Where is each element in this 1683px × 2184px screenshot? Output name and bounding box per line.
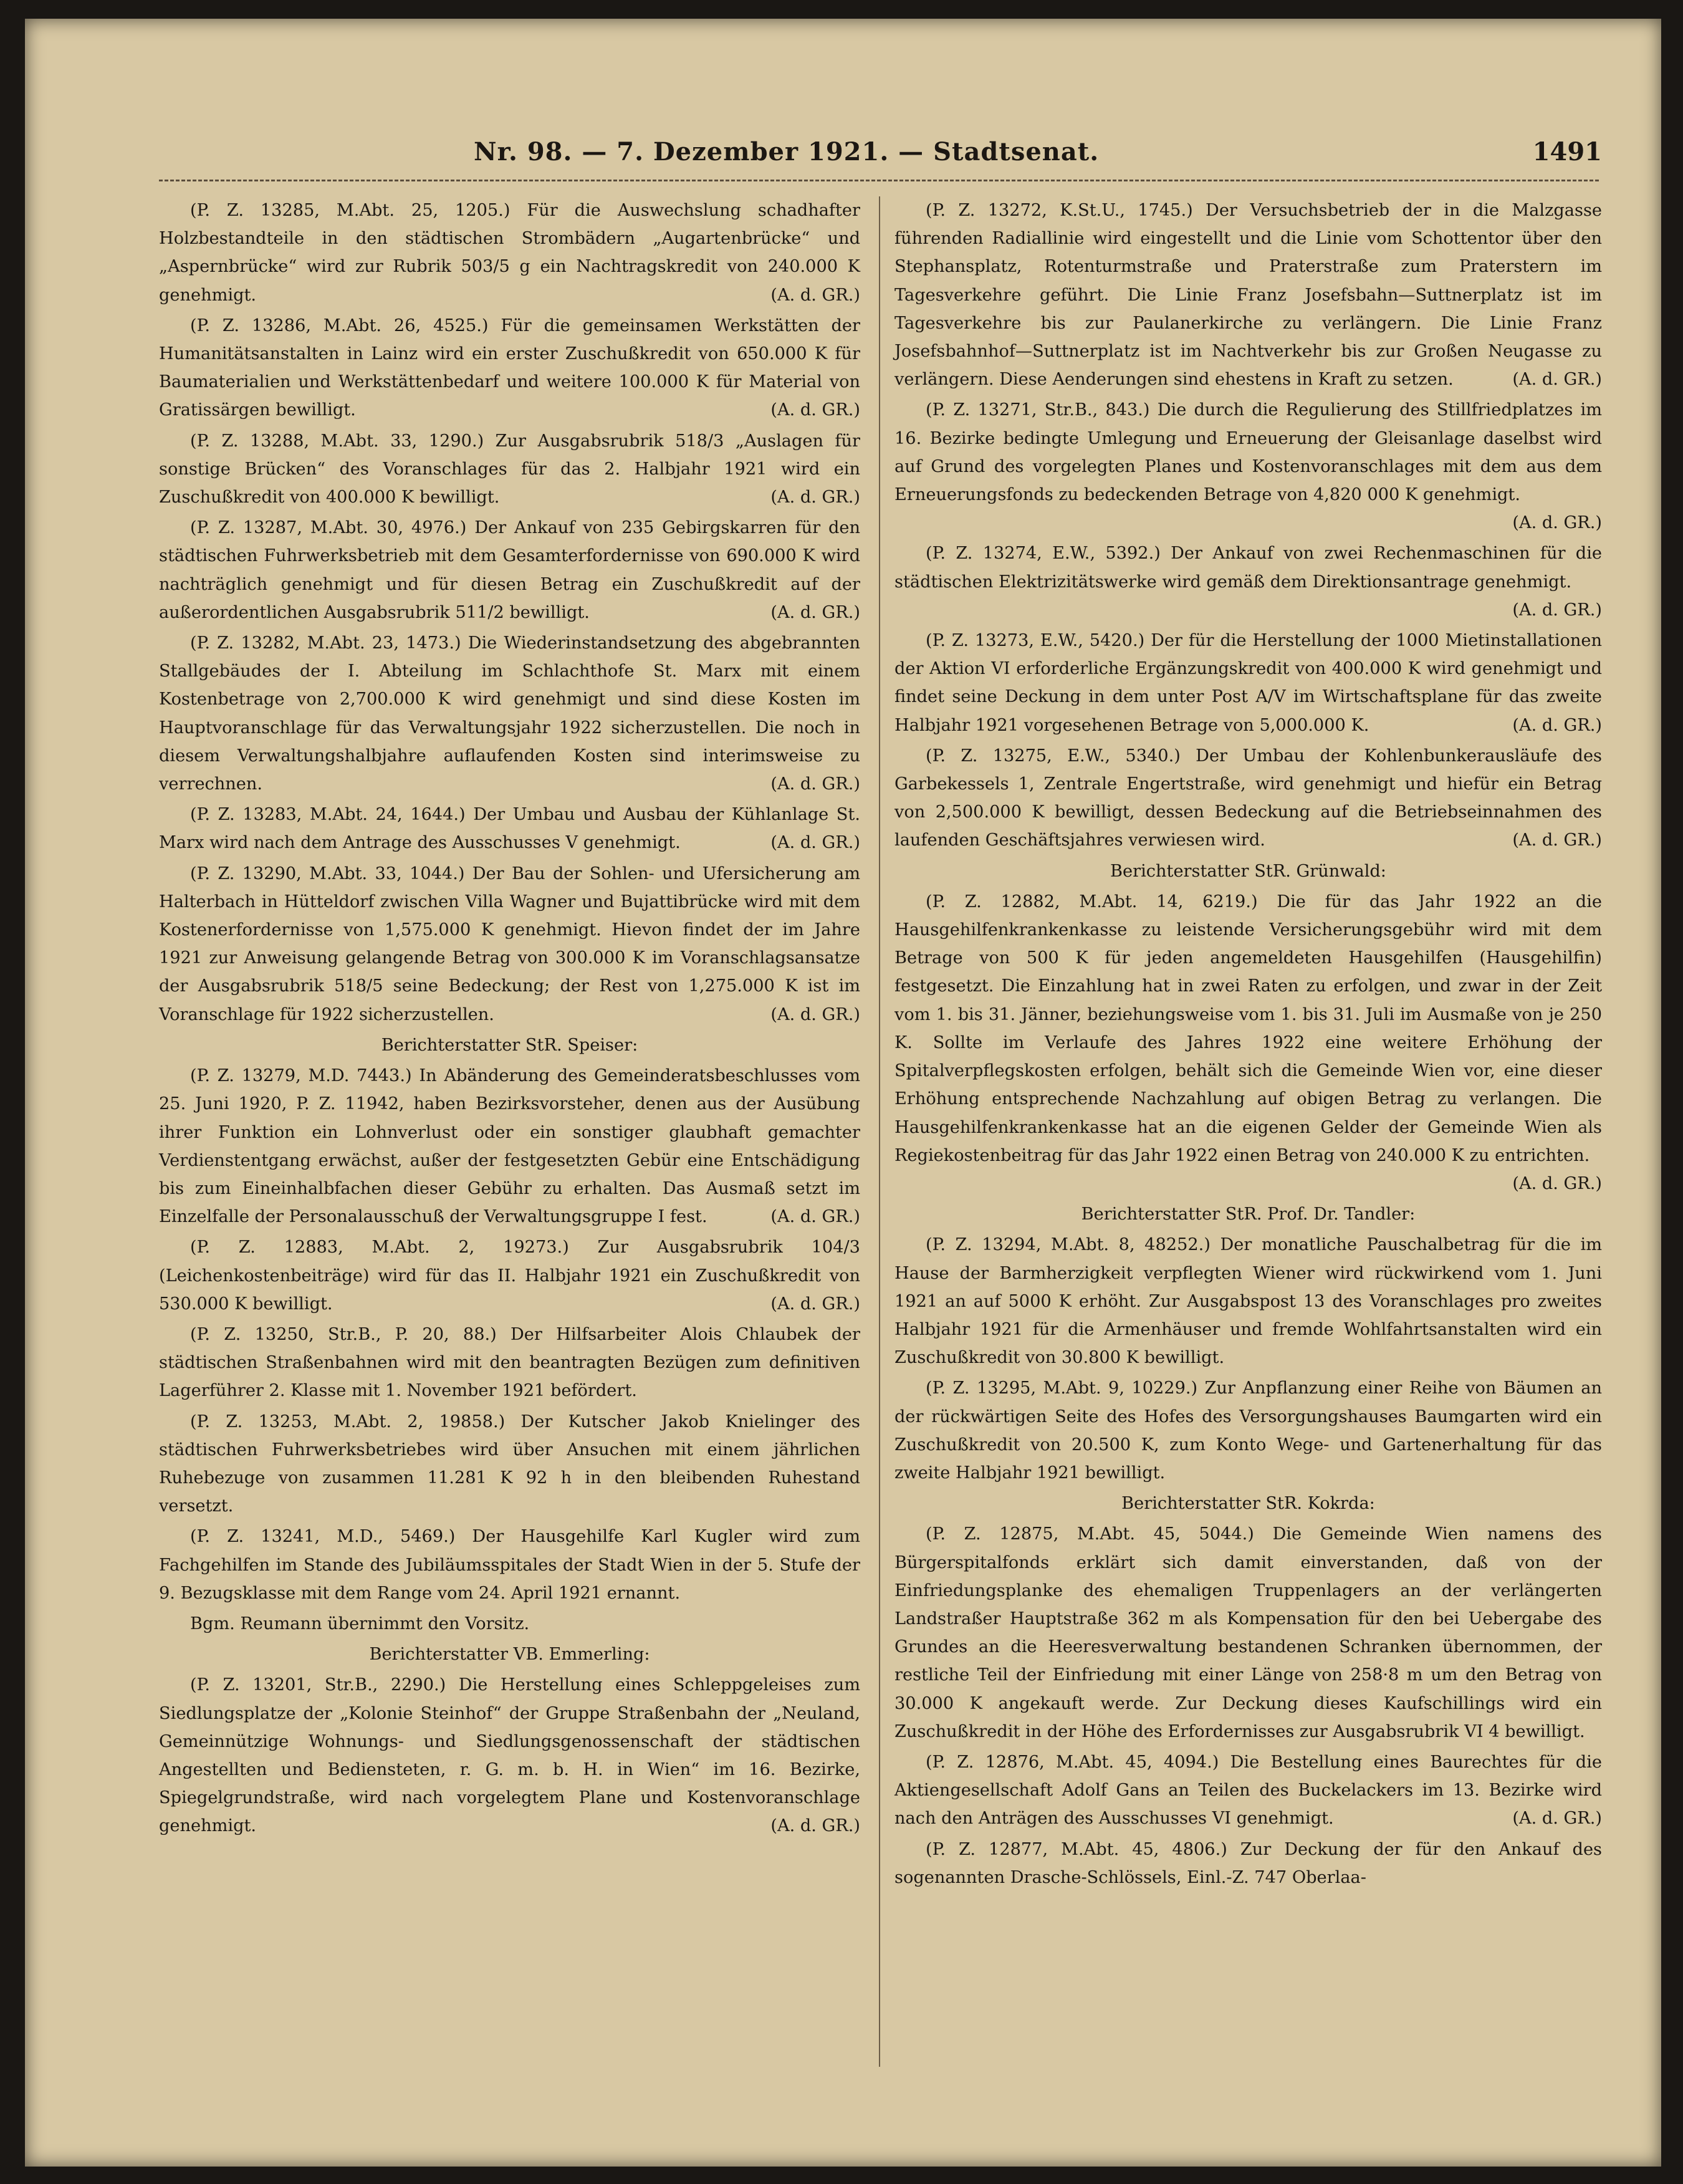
resolution-text: (P. Z. 12876, M.Abt. 45, 4094.) Die Bestellung eines Baurechtes für die Aktiengesellschaft Adolf Gans an Teilen des Buckelackers im 13. Bezirke wird nach den Anträgen des Ausschusses VI genehmigt.: [894, 1752, 1602, 1829]
resolution-text: (P. Z. 13279, M.D. 7443.) In Abänderung des Gemeinderatsbeschlusses vom 25. Juni 1920, P. Z. 11942, haben Bezirksvorsteher, denen aus der Ausübung ihrer Funktion ein Lohnverlust oder ein sonstiger glaubhaft gemachter Verdienstentgang erwächst, außer der festgesetzten Gebür eine Entschädigung bis zum Eineinhalbfachen dieser Gebühr zu erhalten. Das Ausmaß setzt im Einzelfalle der Personalausschuß der Verwaltungsgruppe I fest.: [159, 1066, 860, 1227]
resolution-text: (P. Z. 13250, Str.B., P. 20, 88.) Der Hilfsarbeiter Alois Chlaubek der städtischen Straßenbahnen wird mit den beantragten Bezügen zum definitiven Lagerführer 2. Klasse mit 1. November 1921 befördert.: [159, 1324, 860, 1401]
resolution-text: (P. Z. 13288, M.Abt. 33, 1290.) Zur Ausgabsrubrik 518/3 „Auslagen für sonstige Brücken“ des Voranschlages für das 2. Halbjahr 1921 wird ein Zuschußkredit von 400.000 K bewilligt.: [159, 431, 860, 508]
resolution-text: (P. Z. 13241, M.D., 5469.) Der Hausgehilfe Karl Kugler wird zum Fachgehilfen im Stande des Jubiläumsspitales der Stadt Wien in der 5. Stufe der 9. Bezugsklasse mit dem Range vom 24. April 1921 ernannt.: [159, 1527, 860, 1603]
resolution-paragraph: [894, 627, 1602, 739]
resolution-text: (P. Z. 13283, M.Abt. 24, 1644.) Der Umbau und Ausbau der Kühlanlage St. Marx wird nach dem Antrage des Ausschusses V genehmigt.: [159, 805, 860, 853]
resolution-paragraph: [894, 1520, 1602, 1746]
resolution-paragraph: [894, 539, 1602, 624]
resolution-paragraph: [159, 1671, 860, 1840]
resolution-text: (P. Z. 13287, M.Abt. 30, 4976.) Der Ankauf von 235 Gebirgskarren für den städtischen Fuhrwerksbetrieb mit dem Gesamterfordernisse von 690.000 K wird nachträglich genehmigt und für diesen Betrag ein Zuschußkredit auf der außerordentlichen Ausgabsrubrik 511/2 bewilligt.: [159, 518, 860, 622]
resolution-paragraph: [159, 196, 860, 309]
resolution-paragraph: [159, 514, 860, 627]
approval-mark: (A. d. GR.): [1512, 1173, 1602, 1193]
resolution-text: (P. Z. 13272, K.St.U., 1745.) Der Versuchsbetrieb der in die Malzgasse führenden Radiallinie wird eingestellt und die Linie vom Schottentor über den Stephansplatz, Rotenturmstraße und Praterstraße zum Praterstern im Tagesverkehre geführt. Die Linie Franz Josefsbahn—Suttnerplatz ist im Tagesverkehre bis zur Paulanerkirche zu verlängern. Die Linie Franz Josefsbahnhof—Suttnerplatz ist im Nachtverkehr bis zur Großen Neugasse zu verlängern. Diese Aenderungen sind ehestens in Kraft zu setzen.: [894, 201, 1602, 390]
resolution-text: (P. Z. 13285, M.Abt. 25, 1205.) Für die Auswechslung schadhafter Holzbestandteile in den städtischen Strombädern „Augartenbrücke“ und „Aspernbrücke“ wird zur Rubrik 503/5 g ein Nachtragskredit von 240.000 K genehmigt.: [159, 201, 860, 305]
approval-mark: (A. d. GR.): [770, 1294, 860, 1314]
resolution-text: (P. Z. 12877, M.Abt. 45, 4806.) Zur Deckung der für den Ankauf des sogenannten Drasche-Schlössels, Einl.-Z. 747 Oberlaa-: [894, 1839, 1602, 1887]
resolution-paragraph: [894, 1748, 1602, 1833]
reporter-heading: Berichterstatter StR. Kokrda:: [1121, 1494, 1375, 1514]
reporter-heading: Berichterstatter VB. Emmerling:: [369, 1645, 650, 1665]
resolution-text: (P. Z. 13295, M.Abt. 9, 10229.) Zur Anpflanzung einer Reihe von Bäumen an der rückwärtigen Seite des Hofes des Versorgungshauses Baumgarten wird ein Zuschußkredit von 20.500 K, zum Konto Wege- und Gartenerhaltung für das zweite Halbjahr 1921 bewilligt.: [894, 1378, 1602, 1483]
approval-mark: (A. d. GR.): [770, 285, 860, 305]
approval-mark: (A. d. GR.): [1512, 513, 1602, 533]
reporter-heading: Berichterstatter StR. Prof. Dr. Tandler:: [1081, 1205, 1416, 1224]
resolution-paragraph: [159, 801, 860, 857]
resolution-text: (P. Z. 13290, M.Abt. 33, 1044.) Der Bau der Sohlen- und Ufersicherung am Halterbach in Hütteldorf zwischen Villa Wagner und Bujattibrücke wird mit dem Kostenerfordernisse von 1,575.000 K genehmigt. Hievon findet der im Jahre 1921 zur Anweisung gelangende Betrag von 300.000 K im Voranschlagsansatze der Ausgabsrubrik 518/5 seine Bedeckung; der Rest von 1,275.000 K ist im Voranschlage für 1922 sicherzustellen.: [159, 863, 860, 1024]
approval-mark: (A. d. GR.): [1512, 830, 1602, 850]
approval-mark: (A. d. GR.): [1512, 600, 1602, 620]
resolution-paragraph: [159, 312, 860, 425]
resolution-paragraph: [159, 1321, 860, 1405]
resolution-paragraph: [894, 1231, 1602, 1372]
resolution-paragraph: [159, 860, 860, 1029]
resolution-paragraph: [894, 196, 1602, 393]
approval-mark: (A. d. GR.): [770, 1207, 860, 1227]
resolution-paragraph: [159, 1062, 860, 1231]
resolution-text: (P. Z. 12882, M.Abt. 14, 6219.) Die für das Jahr 1922 an die Hausgehilfenkrankenkasse zu leistende Versicherungsgebühr wird mit dem Betrage von 500 K für jeden angemeldeten Hausgehilfen (Hausgehilfin) festgesetzt. Die Einzahlung hat in zwei Raten zu erfolgen, und zwar in der Zeit vom 1. bis 31. Jänner, beziehungsweise vom 1. bis 31. Juli im Ausmaße von je 250 K. Sollte im Verlaufe des Jahres 1922 eine weitere Erhöhung der Spitalverpflegskosten erfolgen, behält sich die Gemeinde Wien vor, eine dieser Erhöhung entsprechende Nachzahlung auf obigen Betrag zu verlangen. Die Hausgehilfenkrankenkasse hat an die eigenen Gelder der Gemeinde Wien als Regiekostenbeitrag für das Jahr 1922 einen Betrag von 240.000 K zu entrichten.: [894, 892, 1602, 1165]
resolution-text: (P. Z. 13275, E.W., 5340.) Der Umbau der Kohlenbunkerausläufe des Garbekessels 1, Zentrale Engertstraße, wird genehmigt und hiefür ein Betrag von 2,500.000 K bewilligt, dessen Bedeckung auf die Betriebseinnahmen des laufenden Geschäftsjahres verwiesen wird.: [894, 746, 1602, 850]
resolution-text: (P. Z. 13201, Str.B., 2290.) Die Herstellung eines Schleppgeleises zum Siedlungsplatze der „Kolonie Steinhof“ der Gruppe Straßenbahn der „Neuland, Gemeinnützige Wohnungs- und Siedlungsgenossenschaft der städtischen Angestellten und Bediensteten, r. G. m. b. H. in Wien“ im 16. Bezirke, Spiegelgrundstraße, wird nach vorgelegtem Plane und Kostenvoranschlage genehmigt.: [159, 1675, 860, 1836]
approval-mark: (A. d. GR.): [770, 833, 860, 853]
reporter-heading: Berichterstatter StR. Grünwald:: [1110, 861, 1386, 881]
resolution-text: (P. Z. 12883, M.Abt. 2, 19273.) Zur Ausgabsrubrik 104/3 (Leichenkostenbeiträge) wird für das II. Halbjahr 1921 ein Zuschußkredit von 530.000 K bewilligt.: [159, 1238, 860, 1314]
resolution-text: (P. Z. 13286, M.Abt. 26, 4525.) Für die gemeinsamen Werkstätten der Humanitätsanstalten in Lainz wird ein erster Zuschußkredit von 650.000 K für Baumaterialien und Werkstättenbedarf und weitere 100.000 K für Material von Gratissärgen bewilligt.: [159, 315, 860, 420]
resolution-text: (P. Z. 13282, M.Abt. 23, 1473.) Die Wiederinstandsetzung des abgebrannten Stallgebäudes der I. Abteilung im Schlachthofe St. Marx mit einem Kostenbetrage von 2,700.000 K wird genehmigt und sind diese Kosten im Hauptvoranschlage für das Verwaltungsjahr 1922 sicherzustellen. Die noch in diesem Verwaltungshalbjahre auflaufenden Kosten sind interimsweise zu verrechnen.: [159, 633, 860, 794]
resolution-paragraph: [894, 888, 1602, 1198]
resolution-paragraph: [894, 742, 1602, 855]
resolution-paragraph: [159, 1408, 860, 1521]
resolution-paragraph: [159, 427, 860, 512]
resolution-paragraph: [894, 1835, 1602, 1892]
resolution-text: (P. Z. 13271, Str.B., 843.) Die durch die Regulierung des Stillfriedplatzes im 16. Bezirke bedingte Umlegung und Erneuerung der Gleisanlage daselbst wird auf Grund des vorgelegten Planes und Kostenvoranschlages mit dem aus dem Erneuerungsfonds zu bedeckenden Betrage von 4,820 000 K genehmigt.: [894, 400, 1602, 505]
reporter-heading: Berichterstatter StR. Speiser:: [381, 1035, 638, 1055]
newspaper-page: [25, 19, 1661, 2167]
column-divider: [879, 196, 880, 2067]
resolution-paragraph: [159, 1233, 860, 1318]
approval-mark: (A. d. GR.): [770, 400, 860, 420]
resolution-text: (P. Z. 12875, M.Abt. 45, 5044.) Die Gemeinde Wien namens des Bürgerspitalfonds erklärt sich damit einverstanden, daß von der Einfriedungsplanke des ehemaligen Truppenlagers an der verlängerten Landstraßer Hauptstraße 362 m als Kompensation für den bei Uebergabe des Grundes an die Heeresverwaltung bestandenen Schranken übernommen, der restliche Teil der Einfriedung mit einer Länge von 258·8 m um den Betrag von 30.000 K angekauft werde. Zur Deckung dieses Kaufschillings wird ein Zuschußkredit in der Höhe des Erfordernisses zur Ausgabsrubrik VI 4 bewilligt.: [894, 1524, 1602, 1741]
resolution-paragraph: [159, 1523, 860, 1607]
approval-mark: (A. d. GR.): [1512, 370, 1602, 390]
approval-mark: (A. d. GR.): [770, 1816, 860, 1836]
approval-mark: (A. d. GR.): [770, 774, 860, 794]
resolution-paragraph: [159, 629, 860, 798]
resolution-paragraph: [894, 396, 1602, 537]
resolution-text: (P. Z. 13274, E.W., 5392.) Der Ankauf von zwei Rechenmaschinen für die städtischen Elektrizitätswerke wird gemäß dem Direktionsantrage genehmigt.: [894, 544, 1602, 592]
page-number: 1491: [1532, 137, 1602, 166]
resolution-paragraph: [894, 1374, 1602, 1487]
notice-line: Bgm. Reumann übernimmt den Vorsitz.: [190, 1614, 530, 1633]
resolution-text: (P. Z. 13294, M.Abt. 8, 48252.) Der monatliche Pauschalbetrag für die im Hause der Barmherzigkeit verpflegten Wiener wird rückwirkend vom 1. Juni 1921 an auf 5000 K erhöht. Zur Ausgabspost 13 des Voranschlages pro zweites Halbjahr 1921 für die Armenhäuser und fremde Wohlfahrtsanstalten wird ein Zuschußkredit von 30.800 K bewilligt.: [894, 1235, 1602, 1368]
approval-mark: (A. d. GR.): [770, 1004, 860, 1024]
approval-mark: (A. d. GR.): [770, 488, 860, 508]
resolution-text: (P. Z. 13253, M.Abt. 2, 19858.) Der Kutscher Jakob Knielinger des städtischen Fuhrwerksbetriebes wird über Ansuchen mit einem jährlichen Ruhebezuge von zusammen 11.281 K 92 h in den bleibenden Ruhestand versetzt.: [159, 1412, 860, 1516]
approval-mark: (A. d. GR.): [770, 602, 860, 622]
header-rule: [159, 180, 1599, 183]
approval-mark: (A. d. GR.): [1512, 715, 1602, 735]
header-title: Nr. 98. — 7. Dezember 1921. — Stadtsenat.: [474, 137, 1100, 166]
right-column: [894, 196, 1602, 1894]
page-header: [25, 137, 1661, 175]
left-column: [159, 196, 860, 1843]
approval-mark: (A. d. GR.): [1512, 1809, 1602, 1829]
resolution-text: (P. Z. 13273, E.W., 5420.) Der für die Herstellung der 1000 Mietinstallationen der Aktion VI erforderliche Ergänzungskredit von 400.000 K wird genehmigt und findet seine Deckung in dem unter Post A/V im Wirtschaftsplane für das zweite Halbjahr 1921 vorgesehenen Betrage von 5,000.000 K.: [894, 631, 1602, 735]
